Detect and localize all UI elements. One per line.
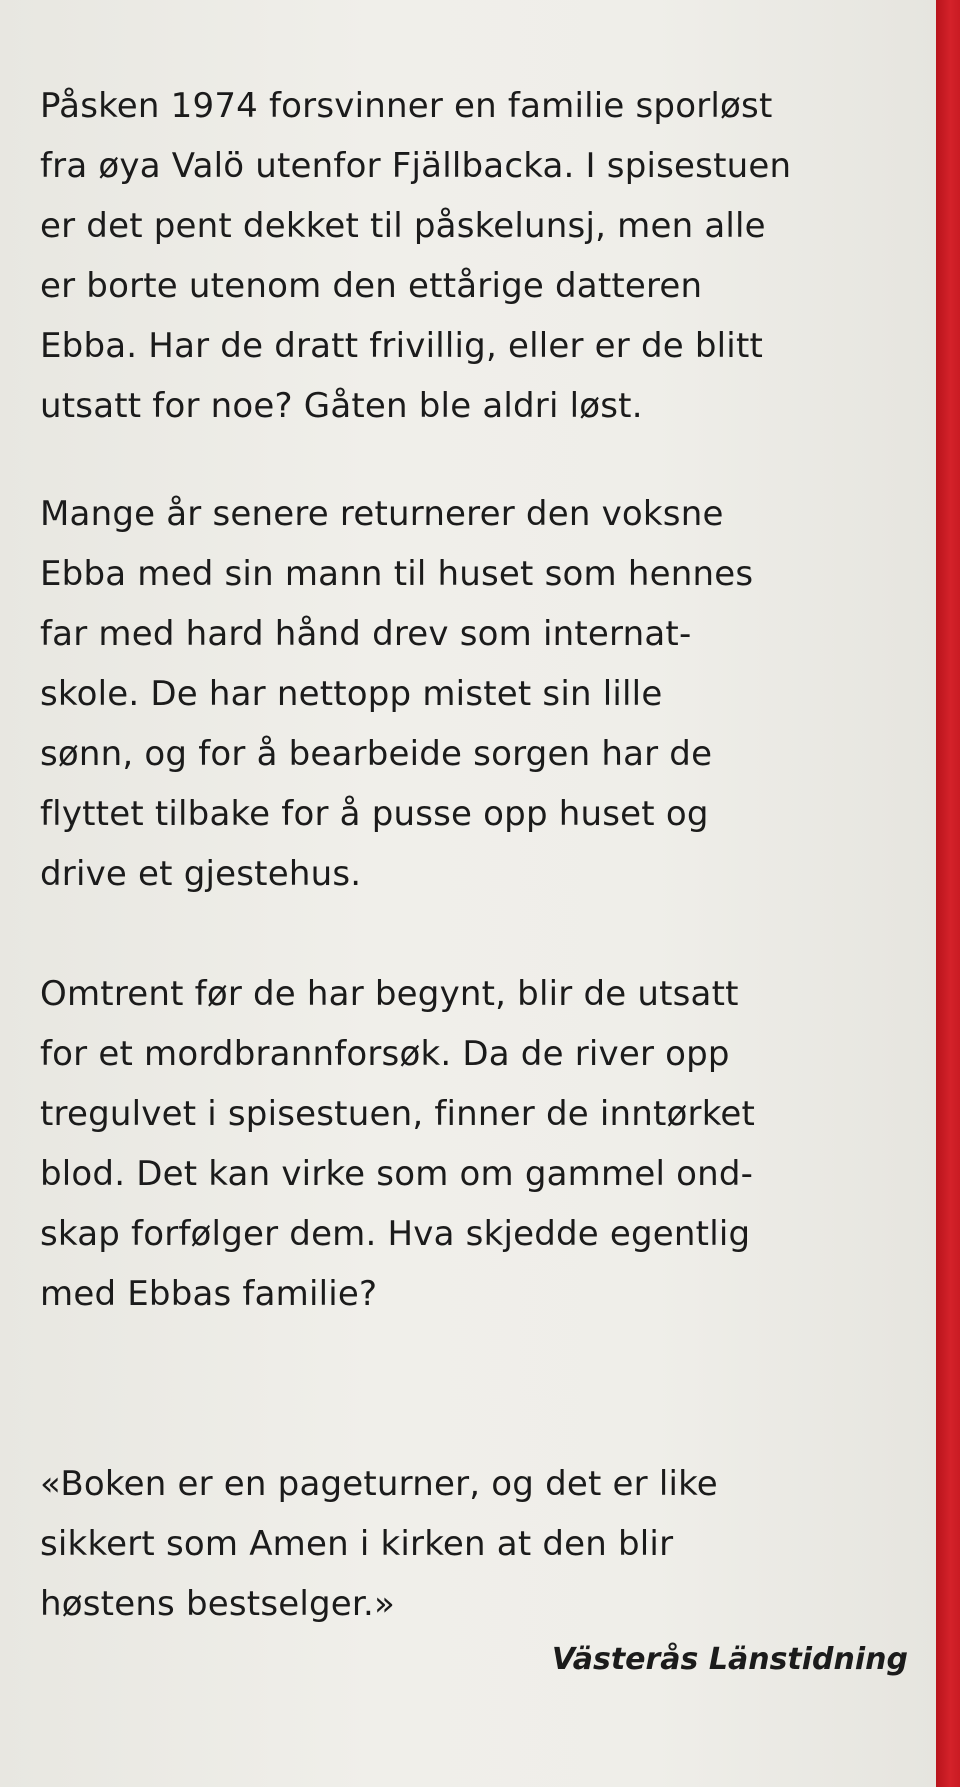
quote-line: høstens bestselger.» (40, 1584, 395, 1624)
quote-line: «Boken er en pageturner, og det er like (40, 1464, 718, 1504)
text-line: tregulvet i spisestuen, finner de inntørket (40, 1094, 756, 1134)
text-line: Ebba med sin mann til huset som hennes (40, 554, 754, 594)
text-line: Påsken 1974 forsvinner en familie sporløst (40, 86, 773, 126)
review-quote (40, 1454, 920, 1634)
text-line: fra øya Valö utenfor Fjällbacka. I spisestuen (40, 146, 792, 186)
text-line: skap forfølger dem. Hva skjedde egentlig (40, 1214, 751, 1254)
text-line: drive et gjestehus. (40, 854, 362, 894)
synopsis-paragraph-2 (40, 484, 920, 904)
cover-spine-edge (936, 0, 960, 1787)
text-line: sønn, og for å bearbeide sorgen har de (40, 734, 713, 774)
text-line: Ebba. Har de dratt frivillig, eller er de blitt (40, 326, 764, 366)
text-line: er det pent dekket til påskelunsj, men alle (40, 206, 766, 246)
text-line: far med hard hånd drev som internat- (40, 614, 692, 654)
quote-line: sikkert som Amen i kirken at den blir (40, 1524, 674, 1564)
text-line: utsatt for noe? Gåten ble aldri løst. (40, 386, 643, 426)
text-line: skole. De har nettopp mistet sin lille (40, 674, 663, 714)
text-line: flyttet tilbake for å pusse opp huset og (40, 794, 709, 834)
text-line: for et mordbrannforsøk. Da de river opp (40, 1034, 730, 1074)
text-line: er borte utenom den ettårige datteren (40, 266, 703, 306)
text-line: Omtrent før de har begynt, blir de utsatt (40, 974, 739, 1014)
text-line: med Ebbas familie? (40, 1274, 378, 1314)
text-line: Mange år senere returnerer den voksne (40, 494, 724, 534)
quote-attribution: Västerås Länstidning (551, 1642, 908, 1677)
synopsis-paragraph-1 (40, 76, 920, 436)
synopsis-paragraph-3 (40, 964, 920, 1324)
text-line: blod. Det kan virke som om gammel ond- (40, 1154, 754, 1194)
